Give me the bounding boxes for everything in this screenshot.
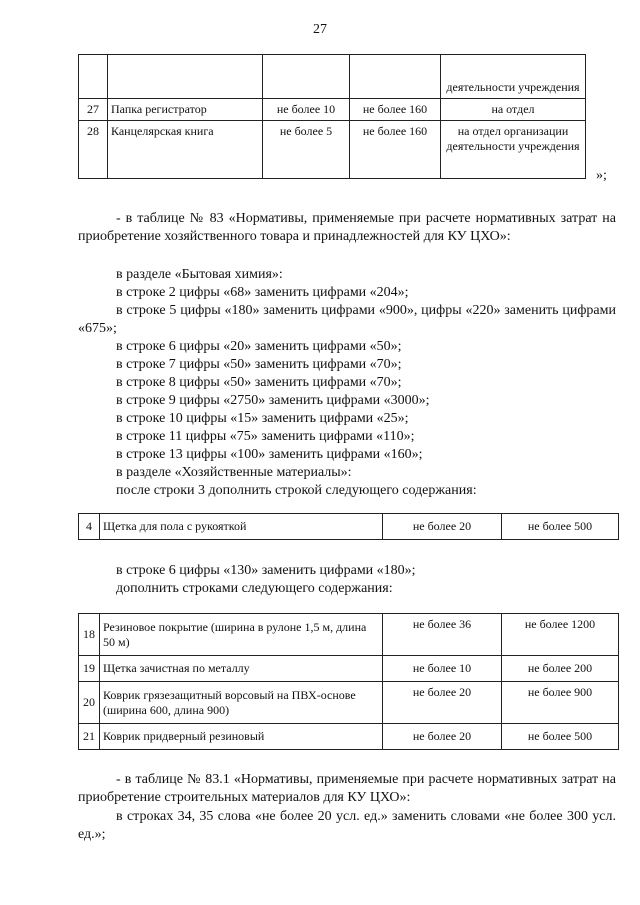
amendment-line: в строке 7 цифры «50» заменить цифрами «70»; — [116, 357, 402, 372]
row-number: 4 — [79, 514, 100, 540]
table-household-additions — [78, 613, 619, 750]
amendment-line: в строке 2 цифры «68» заменить цифрами «204»; — [116, 285, 409, 300]
amendment-line: в строке 13 цифры «100» заменить цифрами «160»; — [116, 447, 423, 462]
price-cell: не более 500 — [502, 514, 619, 540]
price-cell: не более 900 — [502, 682, 619, 724]
amendment-line: в строке 8 цифры «50» заменить цифрами «70»; — [116, 375, 402, 390]
quantity-cell: не более 36 — [383, 614, 502, 656]
quantity-cell: не более 20 — [383, 514, 502, 540]
quantity-cell: не более 5 — [263, 121, 350, 179]
table-cell — [350, 55, 441, 99]
page-number: 27 — [313, 22, 327, 37]
table-cell — [79, 55, 108, 99]
price-cell: не более 1200 — [502, 614, 619, 656]
amendment-line: в строке 6 цифры «20» заменить цифрами «50»; — [116, 339, 402, 354]
amendment-line: в строке 6 цифры «130» заменить цифрами «180»; — [116, 563, 416, 578]
table-closing-quote: »; — [596, 168, 607, 183]
table-row — [79, 514, 619, 540]
quantity-cell: не более 20 — [383, 682, 502, 724]
note-cell: на отдел — [441, 99, 586, 121]
amendment-line: в разделе «Бытовая химия»: — [116, 267, 283, 282]
paragraph-table-83: - в таблице № 83 «Нормативы, применяемые при расчете нормативных затрат на приобретение хозяйственного товара и принадлежностей для КУ ЦХО»: — [78, 211, 616, 244]
table-row — [79, 724, 619, 750]
amendment-line: после строки 3 дополнить строкой следующего содержания: — [116, 483, 477, 498]
item-name: Папка регистратор — [108, 99, 263, 121]
price-cell: не более 160 — [350, 121, 441, 179]
table-row — [79, 656, 619, 682]
row-number: 28 — [79, 121, 108, 179]
row-number: 27 — [79, 99, 108, 121]
price-cell: не более 200 — [502, 656, 619, 682]
item-name: Канцелярская книга — [108, 121, 263, 179]
price-cell: не более 160 — [350, 99, 441, 121]
table-row — [79, 121, 586, 179]
table-row — [79, 55, 586, 99]
quantity-cell: не более 10 — [383, 656, 502, 682]
table-cell — [263, 55, 350, 99]
item-name: Щетка для пола с рукояткой — [100, 514, 383, 540]
amendment-line: в строке 11 цифры «75» заменить цифрами «110»; — [116, 429, 415, 444]
amendment-line: дополнить строками следующего содержания: — [116, 581, 393, 596]
item-name: Коврик придверный резиновый — [100, 724, 383, 750]
row-number: 18 — [79, 614, 100, 656]
amendment-line: в строке 9 цифры «2750» заменить цифрами «3000»; — [116, 393, 430, 408]
table-cell: деятельности учреждения — [441, 55, 586, 99]
quantity-cell: не более 10 — [263, 99, 350, 121]
quantity-cell: не более 20 — [383, 724, 502, 750]
paragraph-rows-34-35: в строках 34, 35 слова «не более 20 усл. ед.» заменить словами «не более 300 усл. ед.»; — [78, 809, 616, 842]
note-cell: на отдел организации деятельности учреждения — [441, 121, 586, 179]
table-row — [79, 614, 619, 656]
amendment-line: в разделе «Хозяйственные материалы»: — [116, 465, 352, 480]
table-household-insert — [78, 513, 619, 540]
item-name: Коврик грязезащитный ворсовый на ПВХ-основе (ширина 600, длина 900) — [100, 682, 383, 724]
table-cell — [108, 55, 263, 99]
table-office-supplies — [78, 54, 586, 179]
price-cell: не более 500 — [502, 724, 619, 750]
amendment-line: в строке 5 цифры «180» заменить цифрами «900», цифры «220» заменить цифрами «675»; — [78, 303, 616, 336]
table-row — [79, 682, 619, 724]
item-name: Щетка зачистная по металлу — [100, 656, 383, 682]
row-number: 21 — [79, 724, 100, 750]
table-row — [79, 99, 586, 121]
row-number: 19 — [79, 656, 100, 682]
item-name: Резиновое покрытие (ширина в рулоне 1,5 м, длина 50 м) — [100, 614, 383, 656]
paragraph-table-83-1: - в таблице № 83.1 «Нормативы, применяемые при расчете нормативных затрат на приобретение строительных материалов для КУ ЦХО»: — [78, 772, 616, 805]
row-number: 20 — [79, 682, 100, 724]
amendment-line: в строке 10 цифры «15» заменить цифрами «25»; — [116, 411, 409, 426]
